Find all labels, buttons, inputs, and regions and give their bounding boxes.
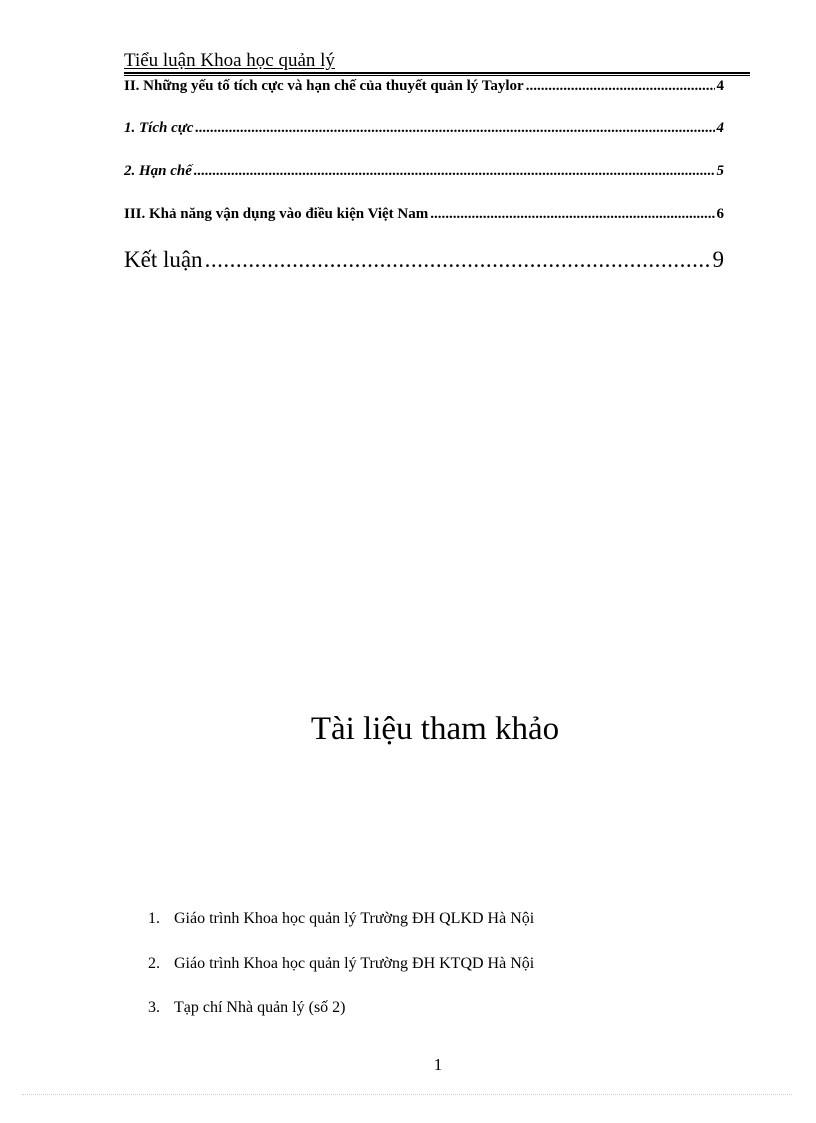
toc-entry-ket-luan[interactable] bbox=[124, 247, 724, 273]
toc-dot-leader bbox=[194, 163, 715, 180]
reference-item bbox=[148, 954, 534, 974]
toc-entry-page: 5 bbox=[716, 163, 724, 179]
toc-entry-page: 4 bbox=[716, 78, 724, 94]
toc-entry-label: 2. Hạn chế bbox=[124, 163, 192, 179]
toc-entry-page: 9 bbox=[712, 247, 724, 272]
toc-entry-han-che[interactable] bbox=[124, 163, 724, 180]
toc-dot-leader bbox=[195, 120, 714, 137]
page-number: 1 bbox=[433, 1055, 443, 1074]
page-header bbox=[124, 50, 750, 72]
reference-number: 2. bbox=[148, 955, 160, 972]
toc-entry-page: 4 bbox=[716, 120, 724, 136]
reference-number: 3. bbox=[148, 999, 160, 1016]
reference-text: Tạp chí Nhà quản lý (số 2) bbox=[174, 999, 346, 1016]
references-heading: Tài liệu tham khảo bbox=[310, 711, 560, 747]
header-title: Tiểu luận Khoa học quản lý bbox=[124, 50, 335, 71]
reference-text: Giáo trình Khoa học quản lý Trường ĐH QLKD Hà Nội bbox=[174, 910, 535, 927]
toc-entry-page: 6 bbox=[716, 206, 724, 222]
toc-entry-viet-nam[interactable] bbox=[124, 206, 724, 223]
toc-entry-label: II. Những yếu tố tích cực và hạn chế của thuyết quản lý Taylor bbox=[124, 78, 524, 94]
toc-dot-leader bbox=[205, 247, 711, 273]
toc-entry-taylor[interactable] bbox=[124, 78, 724, 95]
toc-dot-leader bbox=[526, 78, 715, 95]
reference-text: Giáo trình Khoa học quản lý Trường ĐH KTQD Hà Nội bbox=[174, 955, 535, 972]
toc-entry-label: III. Khả năng vận dụng vào điều kiện Việt Nam bbox=[124, 206, 429, 222]
header-rule bbox=[124, 72, 750, 76]
toc-entry-label: Kết luận bbox=[124, 247, 203, 272]
toc-entry-label: 1. Tích cực bbox=[124, 120, 194, 136]
page-bottom-divider bbox=[22, 1094, 792, 1095]
reference-item bbox=[148, 998, 346, 1018]
toc-dot-leader bbox=[430, 206, 714, 223]
toc-entry-tich-cuc[interactable] bbox=[124, 120, 724, 137]
reference-item bbox=[148, 909, 534, 929]
reference-number: 1. bbox=[148, 910, 160, 927]
